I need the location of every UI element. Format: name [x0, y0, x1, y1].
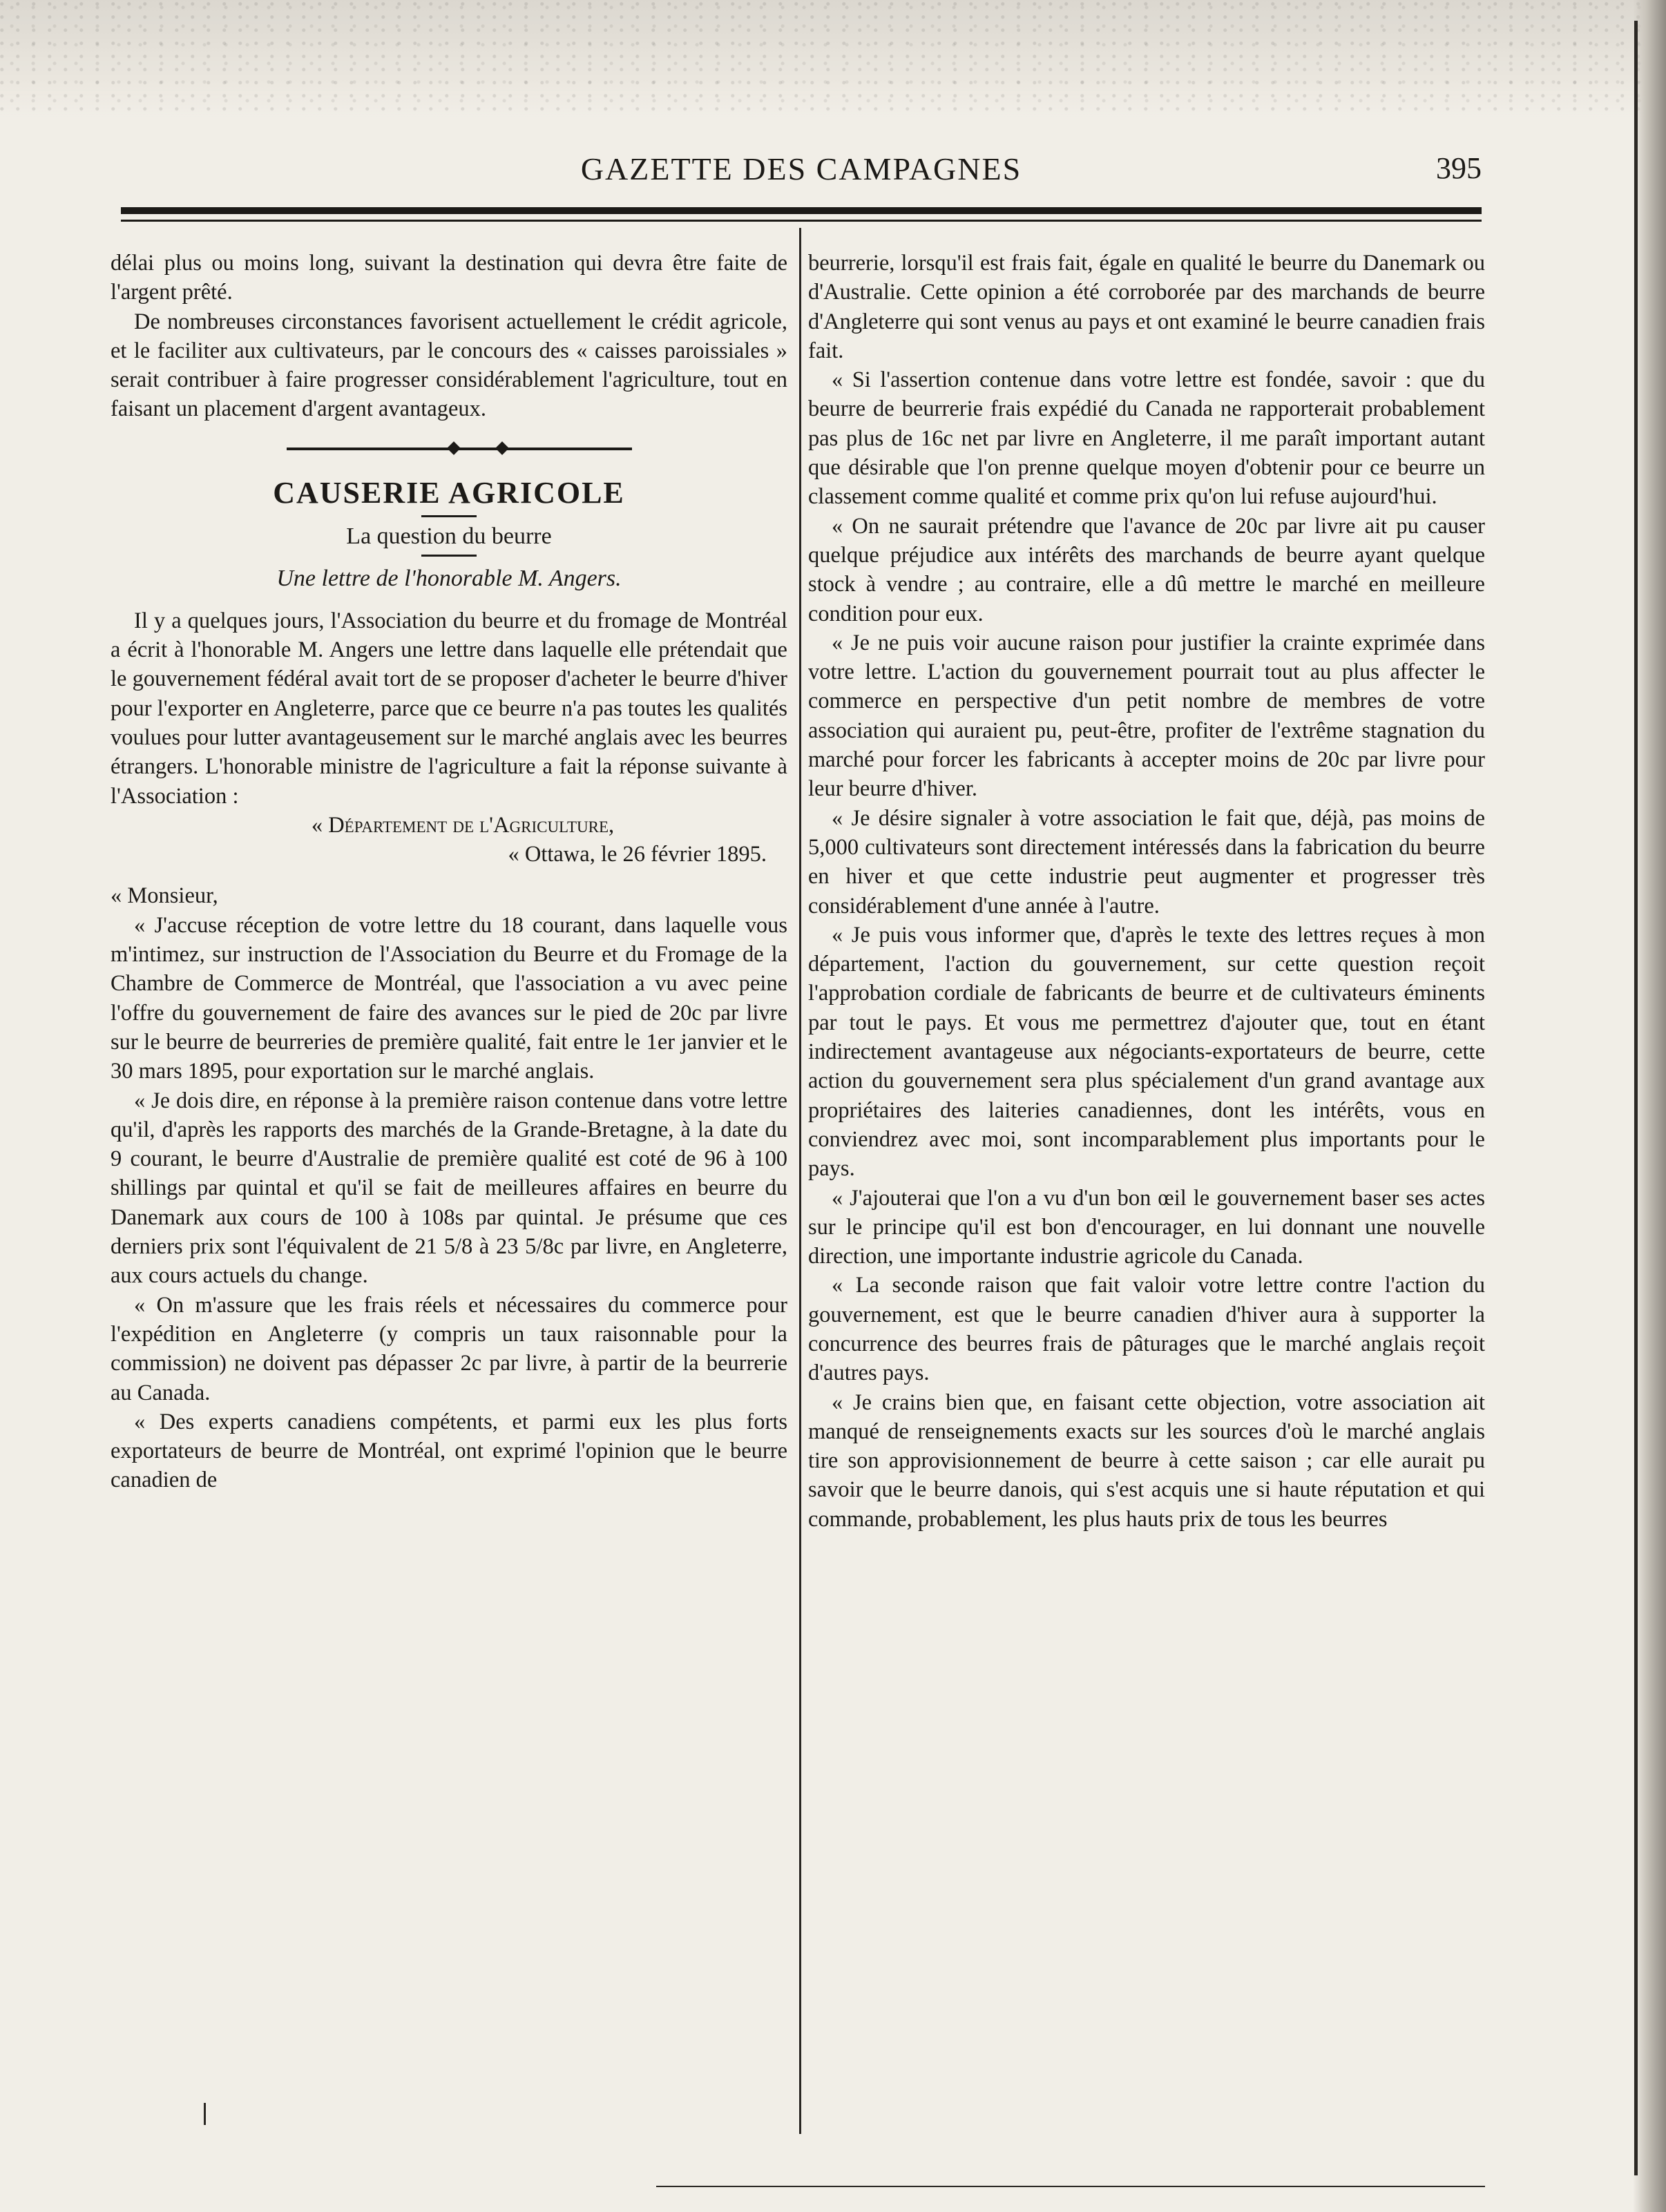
right-column [808, 249, 1485, 1534]
header-rule-thick [121, 207, 1482, 214]
scan-mark [204, 2103, 206, 2125]
ornament-diamond [495, 441, 509, 455]
paragraph: Il y a quelques jours, l'Association du beurre et du fromage de Montréal a écrit à l'honorable M. Angers une lettre dans laquelle elle prétendait que le gouvernement fédéral avait tort de se proposer d'acheter le beurre d'hiver pour l'exporter en Angleterre, parce que ce beurre n'a pas toutes les qualités voulues pour lutter avantageusement sur le marché anglais avec les beurres étrangers. L'honorable ministre de l'agriculture a fait la réponse suivante à l'Association : [111, 608, 787, 809]
article-subtitle: La question du beurre [346, 523, 552, 549]
paragraph: « J'accuse réception de votre lettre du 18 courant, dans laquelle vous m'intimez, sur instruction de l'Association du Beurre et du Fromage de la Chambre de Commerce de Montréal, que l'association a vu avec peine l'offre du gouvernement de faire des avances sur le pied de 20c par livre sur le beurre de beurreries de première qualité, fait entre le 1er janvier et le 30 mars 1895, pour exportation sur le marché anglais. [111, 912, 787, 1084]
running-title: GAZETTE DES CAMPAGNES [580, 151, 1022, 186]
paragraph: « J'ajouterai que l'on a vu d'un bon œil le gouvernement baser ses actes sur le principe qu'il est bon d'encourager, en lui donnant une nouvelle direction, une importante industrie agricole du Canada. [808, 1185, 1485, 1269]
paragraph: « Je dois dire, en réponse à la première raison contenue dans votre lettre qu'il, d'après les rapports des marchés de la Grande-Bretagne, à la date du 9 courant, le beurre d'Australie de première qualité est coté de 96 à 100 shillings par quintal et qu'il se fait de meilleures affaires en beurre du Danemark aux cours de 100 à 108s par quintal. Je présume que ces derniers prix sont l'équivalent de 21 5/8 à 23 5/8c par livre, en Angleterre, aux cours actuels du change. [111, 1088, 787, 1289]
letter-salutation: « Monsieur, [111, 883, 218, 909]
paragraph: « On m'assure que les frais réels et nécessaires du commerce pour l'expédition en Angleterre (y compris un taux raisonnable pour la commission) ne doivent pas dépasser 2c par livre, à partir de la beurrerie au Canada. [111, 1292, 787, 1405]
title-rule [421, 515, 477, 517]
article-subheading: Une lettre de l'honorable M. Angers. [276, 565, 622, 591]
paragraph: « Je puis vous informer que, d'après le texte des lettres reçues à mon département, l'action du gouvernement, sur cette question reçoit l'approbation cordiale de fabricants de beurre et de cultivateurs éminents par tout le pays. Et vous me permettrez d'ajouter que, tout en étant indirectement avantageuse aux négociants-exportateurs de beurre, cette action du gouvernement sera plus spécialement d'un grand avantage aux propriétaires des laiteries canadiennes, dont les intérêts, vous en conviendrez avec moi, sont incomparablement plus importants pour le pays. [808, 922, 1485, 1182]
paragraph: « Je désire signaler à votre association le fait que, déjà, pas moins de 5,000 cultivateurs sont directement intéressés dans la fabrication du beurre en hiver et que cette industrie peut augmenter et progresser très considérablement d'une année à l'autre. [808, 805, 1485, 919]
scan-noise-top [0, 0, 1666, 117]
column-divider [799, 228, 801, 2134]
letter-dateline: « Ottawa, le 26 février 1895. [508, 842, 767, 867]
paragraph: beurrerie, lorsqu'il est frais fait, égale en qualité le beurre du Danemark ou d'Australie. Cette opinion a été corroborée par des marchands de beurre d'Angleterre qui sont venus au pays et ont examiné le beurre canadien frais fait. [808, 251, 1485, 363]
page-edge-line [1634, 21, 1638, 2175]
header-rule-thin [121, 220, 1482, 222]
paragraph: « Des experts canadiens compétents, et parmi eux les plus forts exportateurs de beurre de Montréal, ont exprimé l'opinion que le beurre canadien de [111, 1409, 787, 1493]
paragraph: De nombreuses circonstances favorisent actuellement le crédit agricole, et le faciliter aux cultivateurs, par le concours des « caisses paroissiales » serait contribuer à faire progresser considérablement l'agriculture, tout en faisant un placement d'argent avantageux. [111, 309, 787, 422]
section-title: CAUSERIE AGRICOLE [273, 475, 625, 510]
paragraph: « Si l'assertion contenue dans votre lettre est fondée, savoir : que du beurre de beurrerie frais expédié du Canada ne rapporterait probablement pas plus de 16c net par livre en Angleterre, il me paraît important autant que désirable que l'on prenne quelque moyen d'obtenir pour ce beurre un classement comme qualité et comme prix qu'on lui refuse aujourd'hui. [808, 367, 1485, 510]
left-column [111, 249, 787, 1495]
paragraph: délai plus ou moins long, suivant la destination qui devra être faite de l'argent prêté. [111, 251, 787, 305]
paragraph: « La seconde raison que fait valoir votre lettre contre l'action du gouvernement, est que le beurre canadien d'hiver aura à supporter la concurrence des beurres frais de pâturages que le marché anglais reçoit d'autres pays. [808, 1273, 1485, 1386]
subtitle-rule [421, 555, 477, 557]
paragraph: « Je crains bien que, en faisant cette objection, votre association ait manqué de renseignements exacts sur les sources d'où le marché anglais tire son approvisionnement de beurre à cette saison ; car elle aurait pu savoir que le beurre danois, qui s'est acquis une si haute réputation et qui commande, probablement, les plus hauts prix de tous les beurres [808, 1389, 1485, 1532]
page-header [121, 151, 1482, 195]
section-ornament [111, 424, 787, 465]
scan-edge-right [1633, 0, 1666, 2212]
ornament-diamond [447, 441, 461, 455]
paragraph: « On ne saurait prétendre que l'avance de 20c par livre ait pu causer quelque préjudice aux intérêts des marchands de beurre ayant quelque stock à vendre ; au contraire, elle a dû mettre le marché en meilleure condition pour eux. [808, 513, 1485, 626]
paragraph: « Je ne puis voir aucune raison pour justifier la crainte exprimée dans votre lettre. L'action du gouvernement pourrait tout au plus affecter le commerce en perspective d'un petit nombre de membres de votre association qui auraient pu, peut-être, profiter de l'extrême stagnation du marché pour forcer les fabricants à accepter moins de 20c par livre pour leur beurre d'hiver. [808, 630, 1485, 802]
footer-line [656, 2186, 1485, 2187]
page-number: 395 [1436, 151, 1482, 185]
letter-department: « Département de l'Agriculture, [311, 812, 615, 838]
